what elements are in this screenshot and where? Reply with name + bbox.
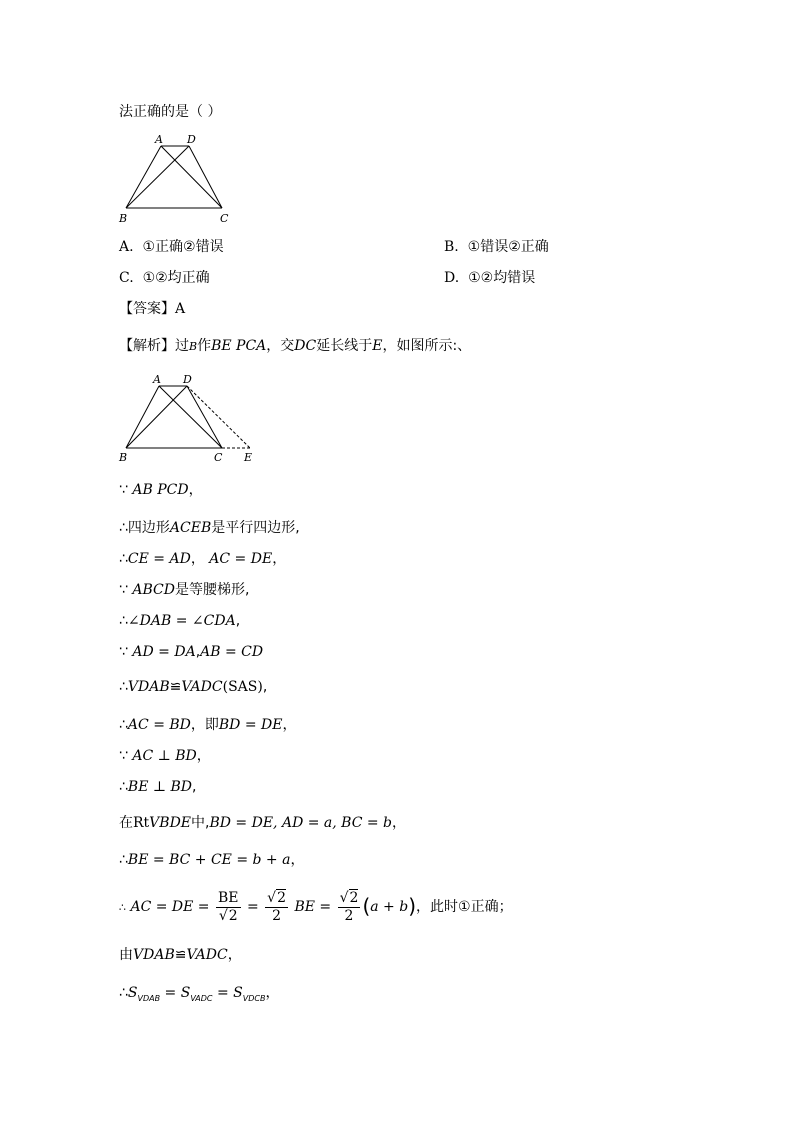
label-b: B: [119, 451, 128, 464]
diagonal-bd: [126, 386, 187, 448]
analysis-line-2: ∵ AB PCD，: [119, 482, 203, 498]
dashed-de: [187, 386, 250, 448]
edge-dc: [189, 146, 222, 208]
option-d: D. ①②均错误: [444, 270, 536, 286]
label-a: A: [153, 373, 161, 386]
analysis-line-6: ∴∠DAB = ∠CDA,: [119, 613, 241, 629]
trapezoid-figure: [116, 130, 236, 226]
fraction-sqrt2-over-2-b: $\frac{√2}{2}$: [339, 889, 359, 924]
label-d: D: [183, 373, 192, 386]
analysis-line-7: ∵ AD = DA,AB = CD: [119, 644, 264, 660]
option-b: B. ①错误②正确: [444, 239, 549, 255]
edge-ab: [126, 146, 161, 208]
analysis-line-16: $\therefore S_{VDAB} = S_{VADC} = S_{VDCB}$，: [119, 985, 280, 1003]
fraction-sqrt2-over-2: $\frac{√2}{2}$: [267, 889, 286, 924]
analysis-line-8: ∴VDAB≌VADC(SAS),: [119, 679, 268, 695]
analysis-line-9: ∴AC = BD，即BD = DE，: [119, 717, 297, 733]
diagonal-bd: [126, 146, 189, 208]
label-d: D: [187, 133, 196, 146]
option-a: A. ①正确②错误: [119, 239, 224, 255]
analysis-line-1: 【解析】过B作BE PCA，交DC延长线于E，如图所示:、: [119, 338, 472, 354]
label-e: E: [244, 451, 253, 464]
analysis-line-5: ∵ ABCD是等腰梯形,: [119, 582, 250, 598]
label-a: A: [155, 133, 163, 146]
analysis-line-15: 由VDAB≌VADC，: [119, 947, 242, 963]
edge-ab: [126, 386, 159, 448]
label-b: B: [119, 212, 128, 225]
analysis-line-14: ∴ AC = DE = $\frac{BE}{√2}$ = $\frac{√2}{2}$ BE = $\frac{√2}{2}$ (a + b)，此时①正确；: [119, 889, 513, 924]
diagonal-ac: [161, 146, 222, 208]
analysis-line-11: ∴BE ⊥ BD,: [119, 779, 197, 795]
answer-line: 【答案】A: [119, 301, 186, 317]
analysis-line-3: ∴四边形ACEB是平行四边形,: [119, 520, 300, 536]
diagonal-ac: [159, 386, 222, 448]
edge-dc: [187, 386, 222, 448]
analysis-line-12: 在RtVBDE中,BD = DE, AD = a, BC = b，: [119, 815, 407, 831]
analysis-line-13: ∴BE = BC + CE = b + a，: [119, 852, 305, 868]
trapezoid-extension-figure: [116, 370, 266, 464]
fraction-be-over-sqrt2: $\frac{BE}{√2}$: [217, 889, 239, 924]
analysis-line-4: ∴CE = AD， AC = DE，: [119, 551, 287, 567]
option-c: C. ①②均正确: [119, 270, 210, 286]
analysis-line-10: ∵ AC ⊥ BD，: [119, 748, 211, 764]
question-stem: 法正确的是（ ）: [119, 104, 222, 120]
label-c: C: [220, 212, 229, 225]
label-c: C: [214, 451, 223, 464]
